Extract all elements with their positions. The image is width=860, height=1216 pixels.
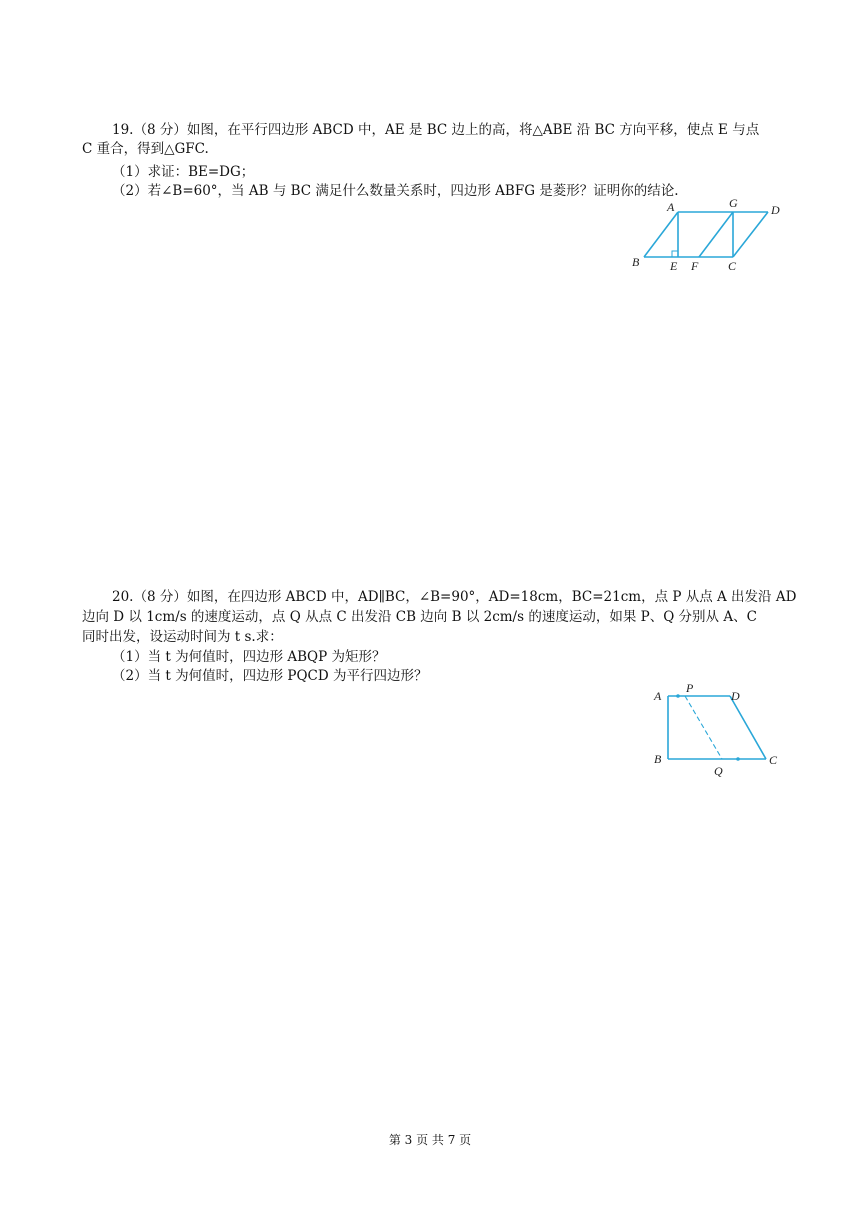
label-Q: Q — [714, 764, 723, 778]
q19-line1: 19.（8 分）如图，在平行四边形 ABCD 中，AE 是 BC 边上的高，将△ABE 沿 BC 方向平移，使点 E 与点 — [112, 122, 760, 138]
label-F: F — [691, 259, 699, 273]
label-B: B — [654, 752, 662, 766]
label-C: C — [728, 259, 737, 273]
q20-part2: （2）当 t 为何值时，四边形 PQCD 为平行四边形？ — [112, 668, 428, 684]
label-C: C — [769, 753, 778, 767]
label-A: A — [667, 200, 675, 214]
segment-AB — [644, 212, 678, 257]
q19-line2: C 重合，得到△GFC. — [82, 141, 209, 157]
segment-FG — [699, 212, 733, 257]
point-P-dot — [676, 694, 680, 698]
q19-part1: （1）求证：BE=DG； — [112, 164, 255, 180]
q19-part2: （2）若∠B=60°，当 AB 与 BC 满足什么数量关系时，四边形 ABFG 是菱形？证明你的结论. — [112, 183, 679, 199]
label-G: G — [729, 196, 738, 210]
label-B: B — [632, 255, 640, 269]
q20-line1: 20.（8 分）如图，在四边形 ABCD 中，AD∥BC，∠B=90°，AD=18cm，BC=21cm，点 P 从点 A 出发沿 AD — [112, 589, 797, 605]
segment-CD — [733, 212, 768, 257]
point-Q-dot — [736, 757, 740, 761]
q20-line3: 同时出发，设运动时间为 t s.求： — [82, 629, 283, 645]
page-footer: 第 3 页 共 7 页 — [388, 1133, 472, 1147]
label-D: D — [731, 689, 740, 703]
q19-figure — [620, 196, 790, 278]
q20-figure — [648, 680, 788, 784]
q20-part1: （1）当 t 为何值时，四边形 ABQP 为矩形？ — [112, 649, 386, 665]
label-A: A — [654, 689, 662, 703]
label-P: P — [686, 681, 694, 695]
right-angle-mark — [672, 251, 678, 257]
label-D: D — [771, 203, 780, 217]
segment-DC — [730, 696, 766, 759]
segment-PQ — [685, 696, 722, 759]
label-E: E — [670, 259, 678, 273]
q20-line2: 边向 D 以 1cm/s 的速度运动，点 Q 从点 C 出发沿 CB 边向 B 以 2cm/s 的速度运动，如果 P、Q 分别从 A、C — [82, 609, 757, 625]
